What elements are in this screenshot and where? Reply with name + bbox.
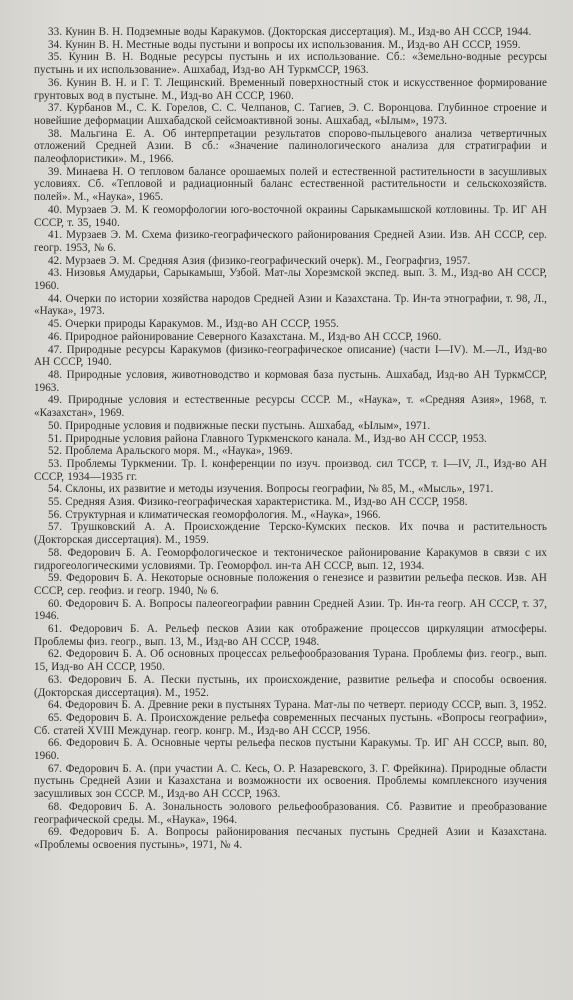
reference-entry: 58. Федорович Б. А. Геоморфологическое и тектоническое районирование Каракумов в связи с их гидрогеологическими условиями. Тр. Геоморфол. ин-та АН СССР, вып. 12, 1934. — [34, 546, 547, 572]
reference-entry: 51. Природные условия района Главного Туркменского канала. М., Изд-во АН СССР, 1953. — [48, 432, 487, 445]
reference-entry: 57. Трушковский А. А. Происхождение Терско-Кумских песков. Их почва и растительность (Докторская диссертация). М., 1959. — [34, 521, 547, 547]
reference-entry: 33. Кунин В. Н. Подземные воды Каракумов. (Докторская диссертация). М., Изд-во АН СССР, 1944. — [48, 26, 532, 38]
reference-entry: 59. Федорович Б. А. Некоторые основные положения о генезисе и развитии рельефа песков. Изв. АН СССР, сер. геофиз. и геогр. 1940, № 6. — [34, 572, 547, 597]
reference-entry: 48. Природные условия, животноводство и кормовая база пустынь. Ашхабад, Изд-во АН ТуркмССР, 1963. — [34, 368, 547, 394]
reference-entry: 55. Средняя Азия. Физико-географическая характеристика. М., Изд-во АН СССР, 1958. — [48, 496, 468, 509]
reference-entry: 46. Природное районирование Северного Казахстана. М., Изд-во АН СССР, 1960. — [48, 330, 442, 343]
reference-entry: 47. Природные ресурсы Каракумов (физико-географическое описание) (части I—IV). М.—Л., Изд-во АН СССР, 1940. — [34, 343, 547, 369]
reference-entry: 38. Мальгина Е. А. Об интерпретации результатов спорово-пыльцевого анализа четвертичных отложений Средней Азии. В сб.: «Значение палинологического анализа для стратиграфии и палеофлористики». М., 1966. — [34, 127, 547, 166]
reference-entry: 63. Федорович Б. А. Пески пустынь, их происхождение, развитие рельефа и способы освоения. (Докторская диссертация). М., 1952. — [34, 673, 547, 699]
reference-entry: 68. Федорович Б. А. Зональность эолового рельефообразования. Сб. Развитие и преобразование географической среды. М., «Наука», 1964. — [34, 800, 547, 826]
reference-entry: 62. Федорович Б. А. Об основных процессах рельефообразования Турана. Проблемы физ. геогр., вып. 15, Изд-во АН СССР, 1950. — [34, 648, 547, 674]
reference-list — [34, 26, 547, 852]
reference-entry: 43. Низовья Амударьи, Сарыкамыш, Узбой. Мат-лы Хорезмской экспед. вып. 3. М., Изд-во АН СССР, 1960. — [34, 267, 547, 293]
reference-entry: 65. Федорович Б. А. Происхождение рельефа современных песчаных пустынь. «Вопросы географии», Сб. статей XVIII Междунар. геогр. конгр. М., Изд-во АН СССР, 1956. — [34, 711, 547, 737]
reference-entry: 69. Федорович Б. А. Вопросы районирования песчаных пустынь Средней Азии и Казахстана. «Проблемы освоения пустынь», 1971, № 4. — [34, 826, 547, 851]
reference-entry: 61. Федорович Б. А. Рельеф песков Азии как отображение процессов циркуляции атмосферы. Проблемы физ. геогр., вып. 13, М., Изд-во АН СССР, 1948. — [34, 623, 547, 648]
reference-entry: 42. Мурзаев Э. М. Средняя Азия (физико-географический очерк). М., Географгиз, 1957. — [48, 254, 471, 267]
reference-entry: 45. Очерки природы Каракумов. М., Изд-во АН СССР, 1955. — [48, 318, 339, 331]
reference-entry: 44. Очерки по истории хозяйства народов Средней Азии и Казахстана. Тр. Ин-та этнографии, т. 98, Л., «Наука», 1973. — [34, 292, 547, 318]
reference-entry: 40. Мурзаев Э. М. К геоморфологии юго-восточной окраины Сарыкамышской котловины. Тр. ИГ АН СССР, т. 35, 1940. — [34, 203, 547, 229]
reference-entry: 54. Склоны, их развитие и методы изучения. Вопросы географии, № 85, М., «Мысль», 1971. — [48, 483, 494, 496]
reference-entry: 41. Мурзаев Э. М. Схема физико-географического районирования Средней Азии. Изв. АН СССР, сер. геогр. 1953, № 6. — [34, 229, 547, 254]
reference-entry: 34. Кунин В. Н. Местные воды пустыни и вопросы их использования. М., Изд-во АН СССР, 1959. — [48, 38, 521, 51]
reference-entry: 64. Федорович Б. А. Древние реки в пустынях Турана. Мат-лы по четверт. периоду СССР, вып. 3, 1952. — [48, 699, 547, 712]
reference-entry: 67. Федорович Б. А. (при участии А. С. Кесь, О. Р. Назаревского, З. Г. Фрейкина). Природные области пустынь Средней Азии и Казахстана и возможности их освоения. Проблемы комплексного изучения засушливых зон СССР. М., Изд-во АН СССР, 1963. — [34, 762, 547, 801]
reference-entry: 50. Природные условия и подвижные пески пустынь. Ашхабад, «Ылым», 1971. — [48, 419, 431, 432]
reference-entry: 66. Федорович Б. А. Основные черты рельефа песков пустыни Каракумы. Тр. ИГ АН СССР, вып. 80, 1960. — [34, 737, 547, 763]
reference-entry: 37. Курбанов М., С. К. Горелов, С. С. Челпанов, С. Тагиев, Э. С. Воронцова. Глубинное строение и новейшие деформации Ашхабадской сейсмоактивной зоны. Ашхабад, «Ылым», 1973. — [34, 102, 547, 127]
reference-entry: 56. Структурная и климатическая геоморфология. М., «Наука», 1966. — [48, 508, 381, 521]
reference-entry: 39. Минаева Н. О тепловом балансе орошаемых полей и естественной растительности в засушливых условиях. Сб. «Тепловой и радиационный баланс естественной растительности и сельскохозяйств. полей». М., «Наука», 1965. — [34, 165, 547, 204]
reference-entry: 60. Федорович Б. А. Вопросы палеогеографии равнин Средней Азии. Тр. Ин-та геогр. АН СССР, т. 37, 1946. — [34, 597, 547, 623]
reference-entry: 49. Природные условия и естественные ресурсы СССР. М., «Наука», т. «Средняя Азия», 1968, т. «Казахстан», 1969. — [34, 394, 547, 420]
reference-entry: 36. Кунин В. Н. и Г. Т. Лещинский. Временный поверхностный сток и искусственное формирование грунтовых вод в пустыне. М., Изд-во АН СССР, 1960. — [34, 76, 547, 102]
reference-entry: 52. Проблема Аральского моря. М., «Наука», 1969. — [48, 445, 293, 458]
reference-entry: 35. Кунин В. Н. Водные ресурсы пустынь и их использование. Сб.: «Земельно-водные ресурсы пустынь и их использование». Ашхабад, Изд-во АН ТуркмССР, 1963. — [34, 51, 547, 77]
reference-entry: 53. Проблемы Туркмении. Тр. I. конференции по изуч. производ. сил ТССР, т. I—IV, Л., Изд-во АН СССР, 1934—1935 гг. — [34, 457, 547, 483]
